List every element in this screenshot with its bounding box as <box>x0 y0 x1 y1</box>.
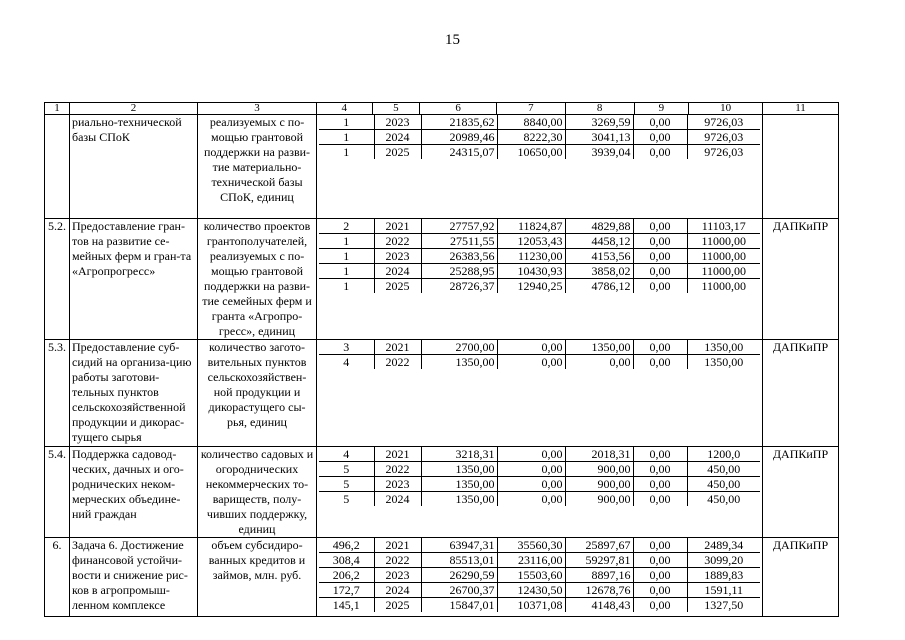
value-cell: 8897,16 <box>565 568 633 583</box>
value-cell: 1327,50 <box>704 598 744 612</box>
year-row <box>319 492 760 507</box>
header-cell: 3 <box>198 103 317 115</box>
year-row <box>319 130 760 145</box>
value-cell: 2022 <box>374 462 421 477</box>
value-cell: 4 <box>319 355 374 370</box>
value-cell: 11230,00 <box>497 249 565 264</box>
section-row <box>45 447 839 538</box>
yearly-values <box>317 340 763 447</box>
header-cell: 4 <box>317 103 373 115</box>
value-cell: 5 <box>319 477 374 492</box>
section-number: 5.4. <box>45 447 70 538</box>
section-name: Предоставление суб-сидий на организа-цию работы заготови-тельных пунктов сельскохозяйственной продукции и дикорас-тущего сырья <box>70 340 198 447</box>
indicator-name: объем субсидиро-ванных кредитов и займов, млн. руб. <box>198 538 317 617</box>
section-row <box>45 340 839 447</box>
value-cell: 10430,93 <box>497 264 565 279</box>
value-cell: 4829,88 <box>565 219 633 234</box>
value-cell: 15847,01 <box>421 598 497 613</box>
value-cell: 2025 <box>374 598 421 613</box>
value-cell: 1350,00 <box>704 355 744 369</box>
value-cell: 2022 <box>374 355 421 370</box>
value-cell: 0,00 <box>633 355 687 370</box>
value-cell: 5 <box>319 492 374 507</box>
value-cell: 1889,83 <box>687 568 760 583</box>
program-table <box>44 102 839 617</box>
yearly-values <box>317 538 763 617</box>
yearly-values-table <box>319 219 760 293</box>
value-cell: 10650,00 <box>497 145 565 160</box>
value-cell: 496,2 <box>319 538 374 553</box>
value-cell: 900,00 <box>565 477 633 492</box>
page-number: 15 <box>445 32 460 48</box>
value-cell: 9726,03 <box>687 130 760 145</box>
column-number-header-row <box>45 103 839 115</box>
value-cell: 900,00 <box>565 492 633 507</box>
section-number: 6. <box>45 538 70 617</box>
year-row <box>319 568 760 583</box>
value-cell: 23116,00 <box>497 553 565 568</box>
section-row <box>45 115 839 219</box>
year-row <box>319 234 760 249</box>
responsible-executor: ДАПКиПР <box>763 219 839 340</box>
value-cell: 0,00 <box>497 447 565 462</box>
value-cell: 0,00 <box>633 219 687 234</box>
header-cell: 11 <box>763 103 839 115</box>
value-cell: 2024 <box>374 583 421 598</box>
value-cell: 2021 <box>374 447 421 462</box>
value-cell: 1 <box>319 234 374 249</box>
value-cell: 3269,59 <box>565 115 633 130</box>
value-cell: 3858,02 <box>565 264 633 279</box>
value-cell: 1 <box>319 115 374 130</box>
value-cell: 450,00 <box>687 477 760 492</box>
yearly-values-table <box>319 538 760 612</box>
value-cell: 0,00 <box>633 553 687 568</box>
value-cell: 1350,00 <box>687 340 760 355</box>
value-cell: 4148,43 <box>565 598 633 613</box>
value-cell: 0,00 <box>633 264 687 279</box>
value-cell: 900,00 <box>565 462 633 477</box>
value-cell: 2021 <box>374 538 421 553</box>
value-cell: 0,00 <box>565 355 633 370</box>
responsible-executor <box>763 115 839 219</box>
year-row <box>319 340 760 355</box>
value-cell: 26290,59 <box>421 568 497 583</box>
value-cell: 24315,07 <box>421 145 497 160</box>
value-cell: 0,00 <box>497 355 565 370</box>
indicator-name: реализуемых с по-мощью грантовой поддержки на разви-тие материально-технической базы СПоК, единиц <box>198 115 317 219</box>
year-row <box>319 279 760 294</box>
year-row <box>319 477 760 492</box>
header-cell: 9 <box>634 103 689 115</box>
value-cell: 27511,55 <box>421 234 497 249</box>
value-cell: 15503,60 <box>497 568 565 583</box>
value-cell: 1 <box>319 130 374 145</box>
yearly-values <box>317 115 763 219</box>
year-row <box>319 553 760 568</box>
responsible-executor: ДАПКиПР <box>763 538 839 617</box>
header-cell: 5 <box>372 103 420 115</box>
value-cell: 21835,62 <box>421 115 497 130</box>
value-cell: 0,00 <box>497 477 565 492</box>
value-cell: 0,00 <box>633 234 687 249</box>
year-row <box>319 355 760 370</box>
value-cell: 2024 <box>374 130 421 145</box>
value-cell: 59297,81 <box>565 553 633 568</box>
value-cell: 26383,56 <box>421 249 497 264</box>
value-cell: 0,00 <box>633 145 687 160</box>
value-cell: 12053,43 <box>497 234 565 249</box>
value-cell: 11000,00 <box>687 249 760 264</box>
value-cell: 0,00 <box>633 492 687 507</box>
value-cell: 1591,11 <box>687 583 760 598</box>
value-cell: 2023 <box>374 568 421 583</box>
responsible-executor: ДАПКиПР <box>763 340 839 447</box>
indicator-name: количество проектов грантополучателей, реализуемых с по-мощью грантовой поддержки на разви-тие семейных ферм и гранта «Агропро-гресс», единиц <box>198 219 317 340</box>
section-name: Задача 6. Достижение финансовой устойчи-вости и снижение рис-ков в агропромыш-ленном комплексе <box>70 538 198 617</box>
value-cell: 11000,00 <box>701 279 747 293</box>
value-cell: 2025 <box>374 145 421 160</box>
value-cell: 0,00 <box>497 462 565 477</box>
value-cell: 308,4 <box>319 553 374 568</box>
value-cell: 2022 <box>374 553 421 568</box>
value-cell: 1 <box>319 264 374 279</box>
value-cell: 2021 <box>374 340 421 355</box>
value-cell: 10371,08 <box>497 598 565 613</box>
value-cell: 4458,12 <box>565 234 633 249</box>
value-cell: 4153,56 <box>565 249 633 264</box>
header-cell: 6 <box>420 103 497 115</box>
value-cell: 2489,34 <box>687 538 760 553</box>
yearly-values-table <box>319 447 760 506</box>
value-cell: 2021 <box>374 219 421 234</box>
header-cell: 8 <box>565 103 634 115</box>
value-cell: 3041,13 <box>565 130 633 145</box>
value-cell: 12678,76 <box>565 583 633 598</box>
value-cell: 2023 <box>374 115 421 130</box>
value-cell: 25288,95 <box>421 264 497 279</box>
value-cell: 9726,03 <box>687 115 760 130</box>
value-cell: 0,00 <box>633 279 687 294</box>
year-row <box>319 249 760 264</box>
value-cell: 35560,30 <box>497 538 565 553</box>
value-cell: 11103,17 <box>687 219 760 234</box>
value-cell: 3218,31 <box>421 447 497 462</box>
section-number: 5.2. <box>45 219 70 340</box>
value-cell: 1350,00 <box>421 462 497 477</box>
value-cell: 0,00 <box>633 462 687 477</box>
value-cell: 20989,46 <box>421 130 497 145</box>
value-cell: 11824,87 <box>497 219 565 234</box>
year-row <box>319 598 760 613</box>
value-cell: 450,00 <box>707 492 741 506</box>
value-cell: 2023 <box>374 249 421 264</box>
value-cell: 0,00 <box>633 447 687 462</box>
value-cell: 172,7 <box>319 583 374 598</box>
value-cell: 12940,25 <box>497 279 565 294</box>
section-name: Поддержка садовод-ческих, дачных и ого-роднических неком-мерческих объедине-ний граждан <box>70 447 198 538</box>
value-cell: 5 <box>319 462 374 477</box>
yearly-values <box>317 219 763 340</box>
year-row <box>319 115 760 130</box>
value-cell: 12430,50 <box>497 583 565 598</box>
value-cell: 63947,31 <box>421 538 497 553</box>
yearly-values-table <box>319 115 760 159</box>
value-cell: 26700,37 <box>421 583 497 598</box>
value-cell: 206,2 <box>319 568 374 583</box>
value-cell: 8222,30 <box>497 130 565 145</box>
header-cell: 10 <box>689 103 763 115</box>
section-number <box>45 115 70 219</box>
header-cell: 7 <box>497 103 566 115</box>
yearly-values-table <box>319 340 760 369</box>
value-cell: 25897,67 <box>565 538 633 553</box>
value-cell: 4 <box>319 447 374 462</box>
header-cell: 2 <box>70 103 198 115</box>
indicator-name: количество загото-вительных пунктов сельскохозяйствен-ной продукции и дикорастущего сы-рья, единиц <box>198 340 317 447</box>
value-cell: 0,00 <box>633 568 687 583</box>
value-cell: 450,00 <box>687 462 760 477</box>
year-row <box>319 264 760 279</box>
year-row <box>319 219 760 234</box>
value-cell: 0,00 <box>633 583 687 598</box>
value-cell: 1 <box>319 279 374 294</box>
value-cell: 1 <box>319 145 374 160</box>
value-cell: 3939,04 <box>565 145 633 160</box>
section-row <box>45 219 839 340</box>
section-row <box>45 538 839 617</box>
value-cell: 0,00 <box>497 340 565 355</box>
value-cell: 2 <box>319 219 374 234</box>
value-cell: 0,00 <box>633 130 687 145</box>
yearly-values <box>317 447 763 538</box>
value-cell: 9726,03 <box>704 145 744 159</box>
value-cell: 0,00 <box>633 477 687 492</box>
value-cell: 2024 <box>374 264 421 279</box>
year-row <box>319 538 760 553</box>
value-cell: 1350,00 <box>421 492 497 507</box>
value-cell: 0,00 <box>633 115 687 130</box>
value-cell: 2018,31 <box>565 447 633 462</box>
year-row <box>319 145 760 160</box>
value-cell: 11000,00 <box>687 264 760 279</box>
value-cell: 8840,00 <box>497 115 565 130</box>
value-cell: 2700,00 <box>421 340 497 355</box>
header-cell: 1 <box>45 103 70 115</box>
value-cell: 1350,00 <box>421 477 497 492</box>
value-cell: 0,00 <box>633 340 687 355</box>
value-cell: 1200,0 <box>687 447 760 462</box>
value-cell: 2023 <box>374 477 421 492</box>
value-cell: 2022 <box>374 234 421 249</box>
value-cell: 2025 <box>374 279 421 294</box>
year-row <box>319 583 760 598</box>
section-name: риально-технической базы СПоК <box>70 115 198 219</box>
value-cell: 85513,01 <box>421 553 497 568</box>
value-cell: 1350,00 <box>421 355 497 370</box>
year-row <box>319 447 760 462</box>
indicator-name: количество садовых и огороднических некоммерческих то-вариществ, полу-чивших поддержку, единиц <box>198 447 317 538</box>
section-number: 5.3. <box>45 340 70 447</box>
responsible-executor: ДАПКиПР <box>763 447 839 538</box>
value-cell: 1350,00 <box>565 340 633 355</box>
value-cell: 0,00 <box>497 492 565 507</box>
value-cell: 0,00 <box>633 249 687 264</box>
value-cell: 3099,20 <box>687 553 760 568</box>
section-name: Предоставление гран-тов на развитие се-мейных ферм и гран-та «Агропрогресс» <box>70 219 198 340</box>
value-cell: 145,1 <box>319 598 374 613</box>
value-cell: 4786,12 <box>565 279 633 294</box>
value-cell: 27757,92 <box>421 219 497 234</box>
value-cell: 1 <box>319 249 374 264</box>
year-row <box>319 462 760 477</box>
value-cell: 2024 <box>374 492 421 507</box>
value-cell: 0,00 <box>633 538 687 553</box>
value-cell: 3 <box>319 340 374 355</box>
value-cell: 11000,00 <box>687 234 760 249</box>
value-cell: 28726,37 <box>421 279 497 294</box>
value-cell: 0,00 <box>633 598 687 613</box>
